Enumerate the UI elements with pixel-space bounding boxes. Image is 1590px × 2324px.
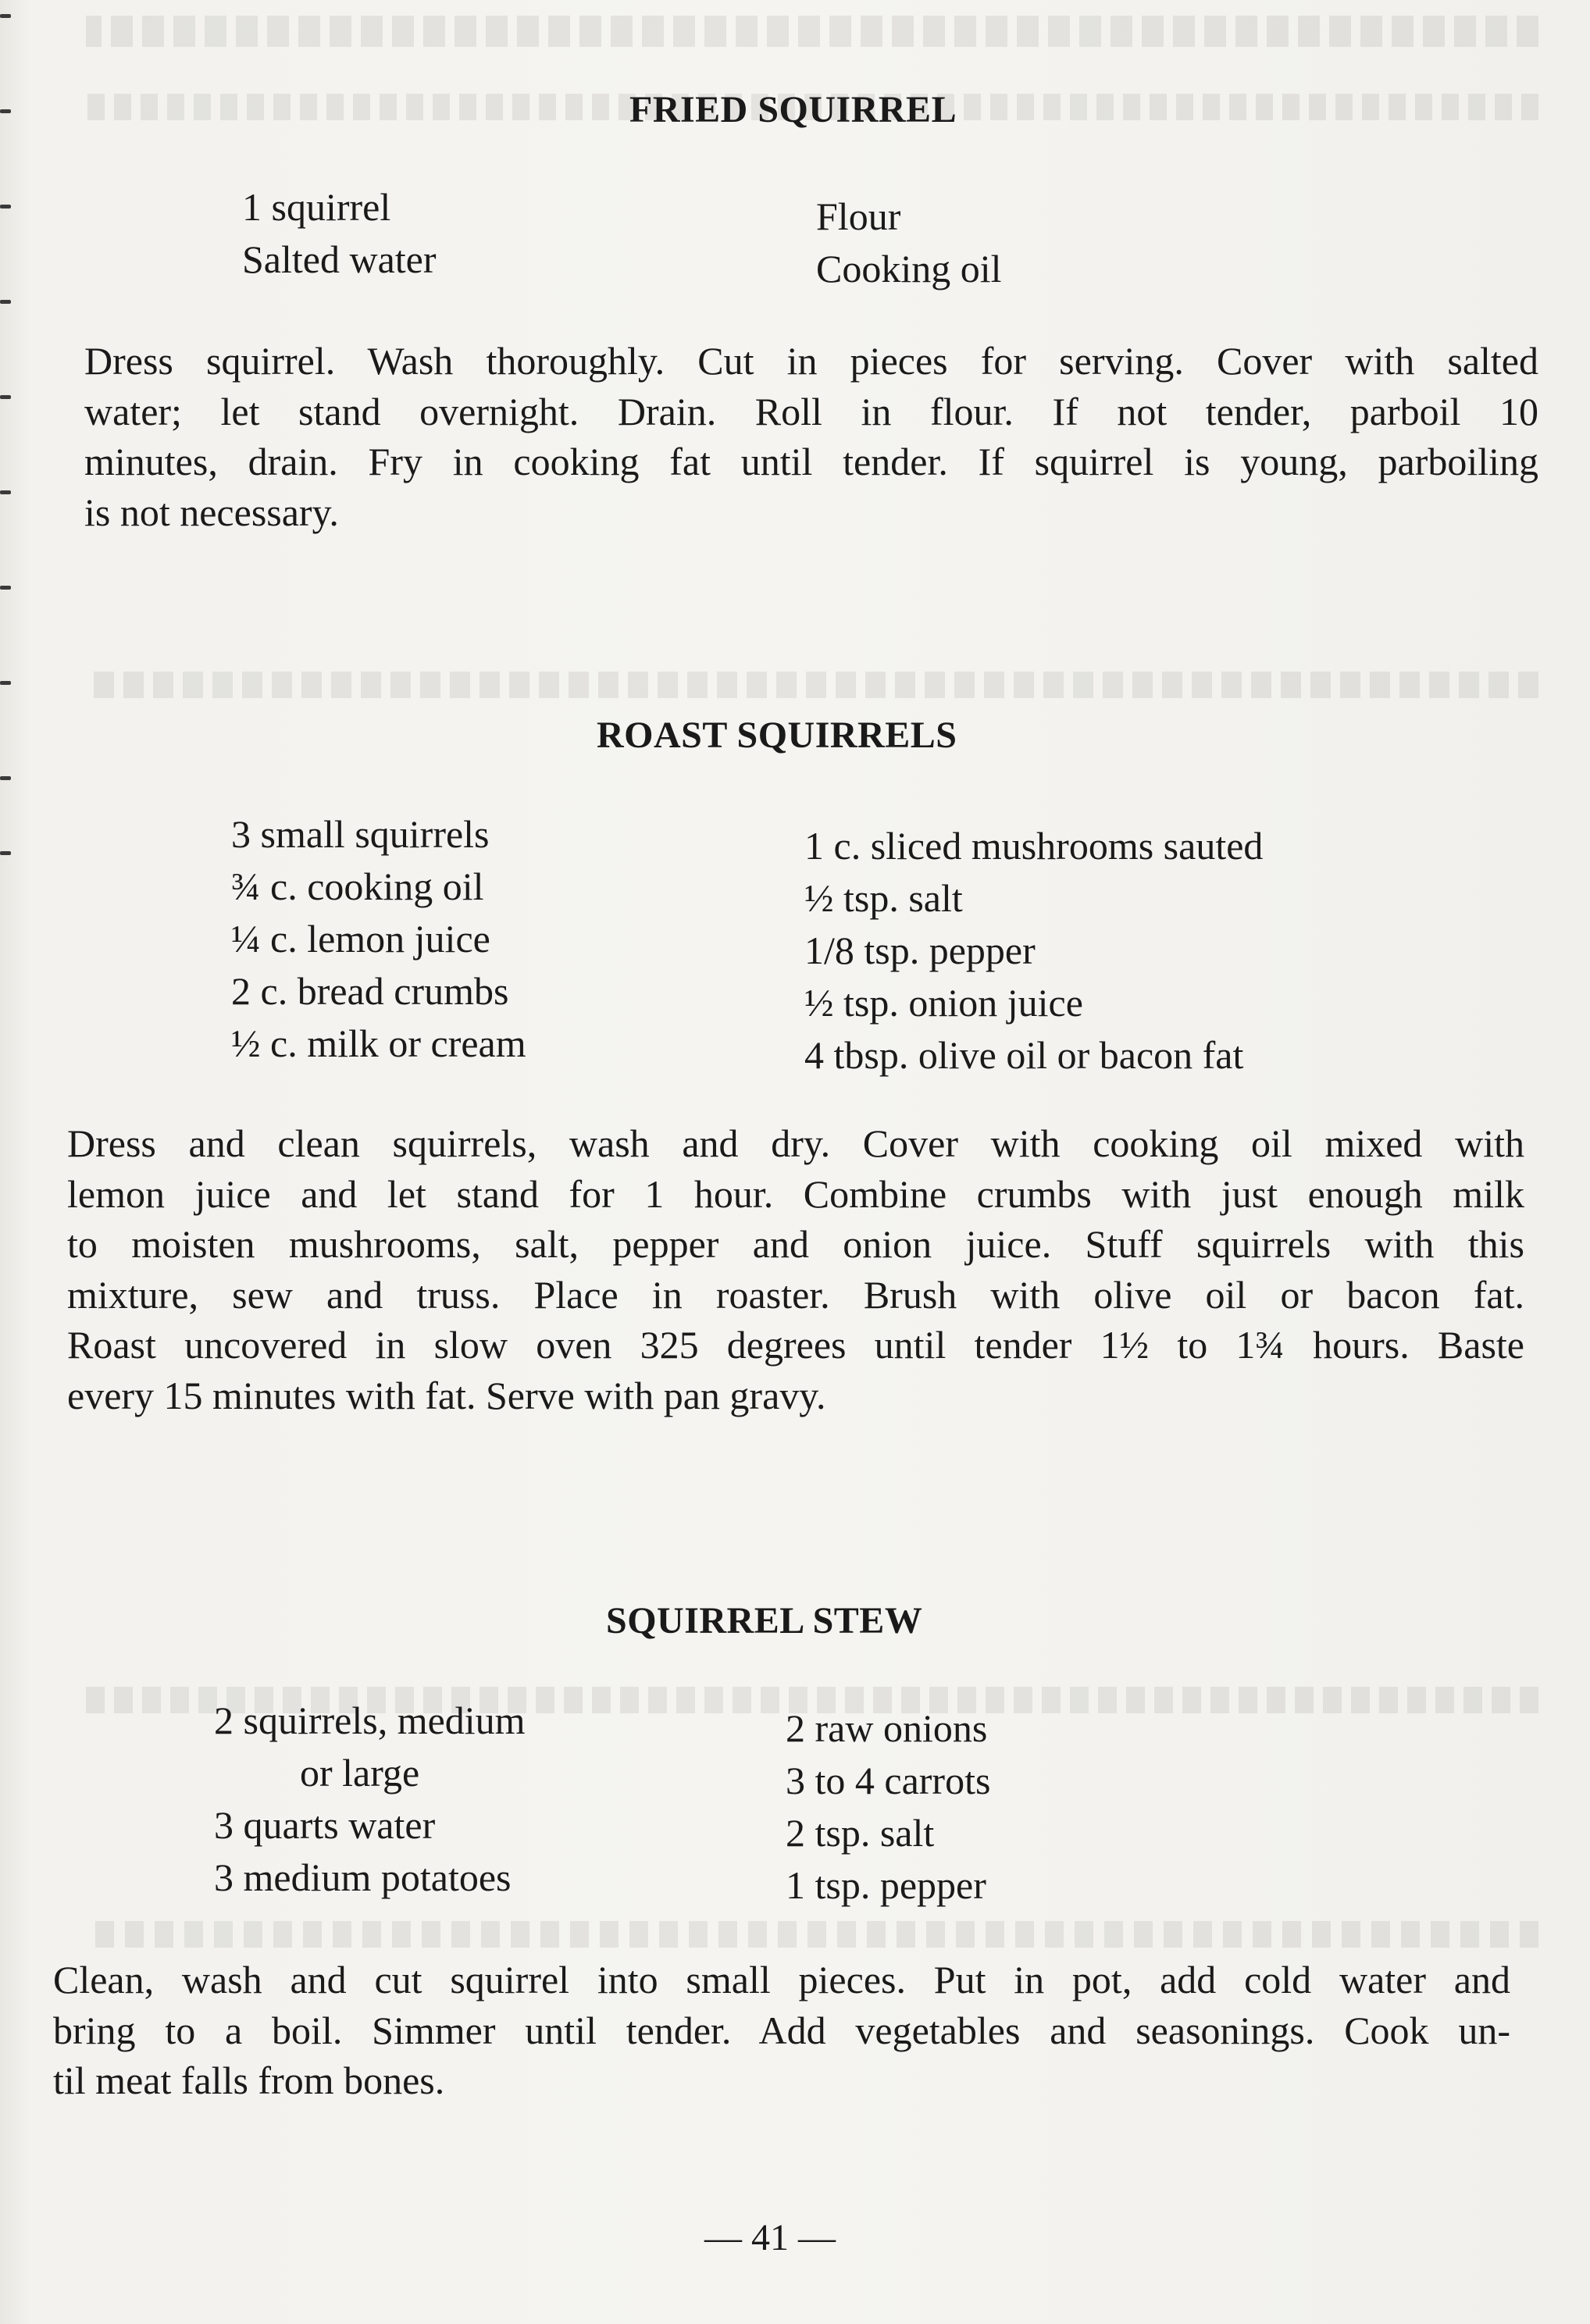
ingredient: 3 small squirrels	[231, 812, 490, 856]
ingredient: ¾ c. cooking oil	[231, 864, 484, 908]
ingredients-right-fried-squirrel	[816, 191, 1002, 295]
ingredient: 2 tsp. salt	[786, 1811, 935, 1855]
instruction-line: to moisten mushrooms, salt, pepper and onion juice. Stuff squirrels with this	[67, 1222, 1524, 1266]
ingredient: 2 raw onions	[786, 1706, 988, 1750]
instruction-line: Clean, wash and cut squirrel into small pieces. Put in pot, add cold water and	[53, 1958, 1510, 2001]
ingredient: ½ tsp. salt	[804, 876, 963, 920]
instruction-line: Dress squirrel. Wash thoroughly. Cut in pieces for serving. Cover with salted	[84, 339, 1538, 383]
instruction-line: Roast uncovered in slow oven 325 degrees until tender 1½ to 1¾ hours. Baste	[67, 1323, 1524, 1367]
ingredient: 1 squirrel	[242, 185, 391, 229]
instruction-line: bring to a boil. Simmer until tender. Add vegetables and seasonings. Cook un-	[53, 2008, 1510, 2052]
ingredients-right-squirrel-stew	[786, 1702, 990, 1912]
instruction-line: water; let stand overnight. Drain. Roll in flour. If not tender, parboil 10	[84, 389, 1538, 433]
ingredient: or large	[300, 1751, 420, 1795]
ingredient: Cooking oil	[816, 247, 1002, 290]
ingredient: 3 to 4 carrots	[786, 1759, 991, 1802]
ingredient: 1 tsp. pepper	[786, 1863, 986, 1907]
ingredient: 3 medium potatoes	[214, 1855, 512, 1899]
ingredient: 2 c. bread crumbs	[231, 969, 509, 1013]
ingredients-right-roast-squirrels	[804, 820, 1263, 1082]
ingredients-left-roast-squirrels	[231, 808, 526, 1070]
ingredient: 1 c. sliced mushrooms sauted	[804, 824, 1264, 868]
instructions-squirrel-stew	[53, 1955, 1510, 2106]
page-number: — 41 —	[704, 2217, 836, 2258]
instruction-line: Dress and clean squirrels, wash and dry. Cover with cooking oil mixed with	[67, 1121, 1524, 1165]
recipe-title-fried-squirrel: FRIED SQUIRREL	[629, 89, 957, 130]
ingredient: Salted water	[242, 237, 437, 281]
binding-holes	[0, 0, 16, 2324]
ingredient: 4 tbsp. olive oil or bacon fat	[804, 1033, 1244, 1077]
ingredient: ½ tsp. onion juice	[804, 981, 1083, 1025]
instruction-line: every 15 minutes with fat. Serve with pan gravy.	[67, 1373, 826, 1417]
instruction-line: lemon juice and let stand for 1 hour. Combine crumbs with just enough milk	[67, 1171, 1524, 1216]
ingredient: 3 quarts water	[214, 1803, 436, 1847]
ingredient: 1/8 tsp. pepper	[804, 929, 1036, 972]
instruction-line: til meat falls from bones.	[53, 2058, 445, 2102]
ingredient: ½ c. milk or cream	[231, 1021, 526, 1065]
ingredient: Flour	[816, 194, 901, 238]
recipe-title-roast-squirrels: ROAST SQUIRRELS	[597, 715, 957, 756]
ingredient: ¼ c. lemon juice	[231, 917, 490, 961]
instruction-line: minutes, drain. Fry in cooking fat until tender. If squirrel is young, parboiling	[84, 440, 1538, 483]
ingredients-left-fried-squirrel	[242, 181, 437, 286]
instruction-line: is not necessary.	[84, 490, 339, 534]
instructions-roast-squirrels	[67, 1118, 1524, 1420]
recipe-title-squirrel-stew: SQUIRREL STEW	[606, 1600, 923, 1641]
instructions-fried-squirrel	[84, 336, 1538, 537]
instruction-line: mixture, sew and truss. Place in roaster. Brush with olive oil or bacon fat.	[67, 1272, 1524, 1317]
ingredients-left-squirrel-stew	[214, 1695, 526, 1904]
ingredient: 2 squirrels, medium	[214, 1698, 526, 1742]
